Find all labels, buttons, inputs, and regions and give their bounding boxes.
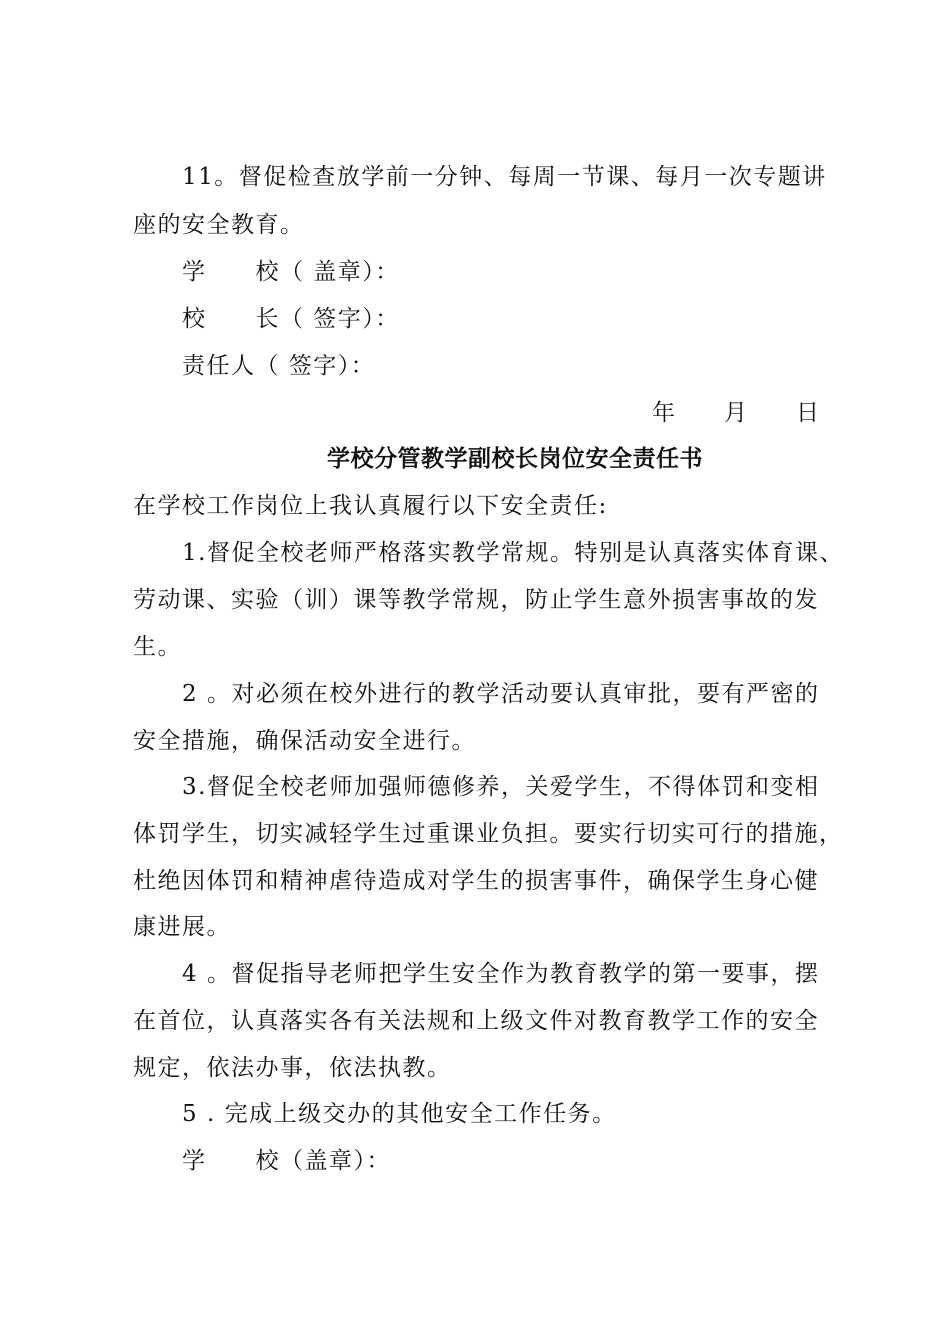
principal-sign-line: 校 长（ 签字）： (182, 306, 400, 332)
item-1-line-1: 1.督促全校老师严格落实教学常规。特别是认真落实体育课、 (182, 540, 844, 566)
item-3-line-1: 3.督促全校老师加强师德修养，关爱学生，不得体罚和变相 (182, 774, 820, 800)
intro-line: 在学校工作岗位上我认真履行以下安全责任: (133, 493, 608, 519)
item-4-line-3: 规定，依法办事，依法执教。 (133, 1055, 452, 1081)
responsible-sign-line: 责任人（ 签字）： (182, 353, 376, 379)
date-line: 年 月 日 (652, 400, 820, 426)
document-title: 学校分管教学副校长岗位安全责任书 (327, 446, 703, 472)
item-1-line-2: 劳动课、实验（训）课等教学常规，防止学生意外损害事故的发 (133, 587, 819, 613)
school-seal-line-2: 学 校（盖章）： (182, 1148, 391, 1174)
item-11-line-2: 座的安全教育。 (133, 212, 305, 238)
item-4-line-1: 4 。督促指导老师把学生安全作为教育教学的第一要事，摆 (182, 961, 820, 987)
item-5-line-1: 5 . 完成上级交办的其他安全工作任务。 (182, 1101, 617, 1127)
item-3-line-4: 康进展。 (133, 914, 231, 940)
school-seal-line: 学 校（ 盖章）： (182, 259, 400, 285)
item-2-line-2: 安全措施，确保活动安全进行。 (133, 728, 476, 754)
item-4-line-2: 在首位，认真落实各有关法规和上级文件对教育教学工作的安全 (133, 1008, 819, 1034)
item-2-line-1: 2 。对必须在校外进行的教学活动要认真审批，要有严密的 (182, 681, 820, 707)
item-3-line-3: 杜绝因体罚和精神虐待造成对学生的损害事件，确保学生身心健 (133, 868, 819, 894)
item-3-line-2: 体罚学生，切实减轻学生过重课业负担。要实行切实可行的措施， (133, 821, 844, 847)
item-11-line-1: 11。督促检查放学前一分钟、每周一节课、每月一次专题讲 (182, 164, 827, 190)
item-1-line-3: 生。 (133, 634, 182, 660)
